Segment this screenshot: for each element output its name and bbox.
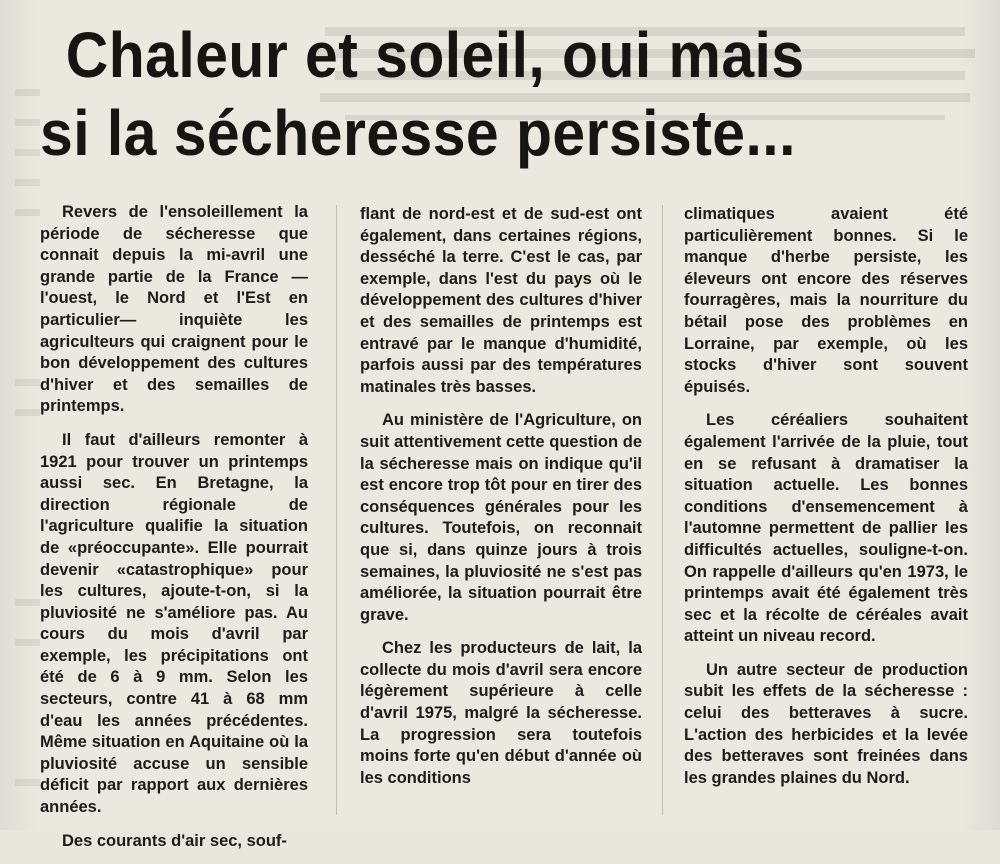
paragraph: Il faut d'ailleurs remonter à 1921 pour trouver un printemps aussi sec. En Bretagne, la direction régionale de l'agriculture qualifie la situation de «préoccupante». Elle pourrait devenir «catastrophique» pour les cultures, ajoute-t-on, si la pluviosité ne s'améliore pas. Au cours du mois d'avril par exemple, les précipitations ont été de 6 à 9 mm. Selon les secteurs, contre 41 à 68 mm d'eau les années précédentes. Même situation en Aquitaine où la pluviosité accuse un sensible déficit par rapport aux dernières années. [40, 430, 308, 817]
column-rule-1 [336, 205, 337, 815]
show-through-texture-left [0, 60, 40, 820]
article-column-3 [684, 204, 968, 801]
headline-line-2: si la sécheresse persiste... [40, 97, 796, 169]
paragraph: climatiques avaient été particulièrement bonnes. Si le manque d'herbe persiste, les éleveurs ont encore des réserves fourragères, mais la nourriture du bétail pose des problèmes en Lorraine, par exemple, où les stocks d'hiver sont souvent épuisés. [684, 205, 968, 396]
show-through-lines-left [15, 79, 40, 820]
paragraph: Des courants d'air sec, souf- [62, 831, 287, 850]
paragraph: Un autre secteur de production subit les effets de la sécheresse : celui des betteraves à sucre. L'action des herbicides et la levée des betteraves sont freinées dans les grandes plaines du Nord. [684, 660, 968, 787]
paragraph: Au ministère de l'Agriculture, on suit attentivement cette question de la sécheresse mais on indique qu'il est encore trop tôt pour en tirer des conséquences générales pour les cultures. Toutefois, on reconnait que si, dans quinze jours à trois semaines, la pluviosité ne s'est pas améliorée, la situation pourrait être grave. [360, 411, 642, 624]
headline [40, 16, 896, 172]
headline-line-1: Chaleur et soleil, oui mais [65, 19, 805, 91]
paragraph: flant de nord-est et de sud-est ont également, dans certaines régions, desséché la terre. C'est le cas, par exemple, dans l'est du pays où le développement des cultures d'hiver et des semailles de printemps est entravé par le manque d'humidité, parfois aussi par des températures matinales très basses. [360, 205, 642, 396]
paragraph: Les céréaliers souhaitent également l'arrivée de la pluie, tout en se refusant à dramatiser la situation actuelle. Les bonnes conditions d'ensemencement à l'automne permettent de pallier les difficultés actuelles, souligne-t-on. On rappelle d'ailleurs qu'en 1973, le printemps avait été également très sec et la récolte de céréales avait atteint un niveau record. [684, 411, 968, 646]
paragraph: Chez les producteurs de lait, la collecte du mois d'avril sera encore légèrement supérieure à celle d'avril 1975, malgré la sécheresse. La progression sera toutefois moins forte qu'en début d'année où les conditions [360, 639, 642, 787]
article-column-1 [40, 202, 308, 864]
article-column-2 [360, 204, 642, 801]
column-rule-2 [662, 205, 663, 815]
paragraph: Revers de l'ensoleillement la période de sécheresse que connait depuis la mi-avril une grande partie de la France —l'ouest, le Nord et l'Est en particulier— inquiète les agriculteurs qui craignent pour le bon développement des cultures d'hiver et des semailles de printemps. [40, 203, 308, 416]
